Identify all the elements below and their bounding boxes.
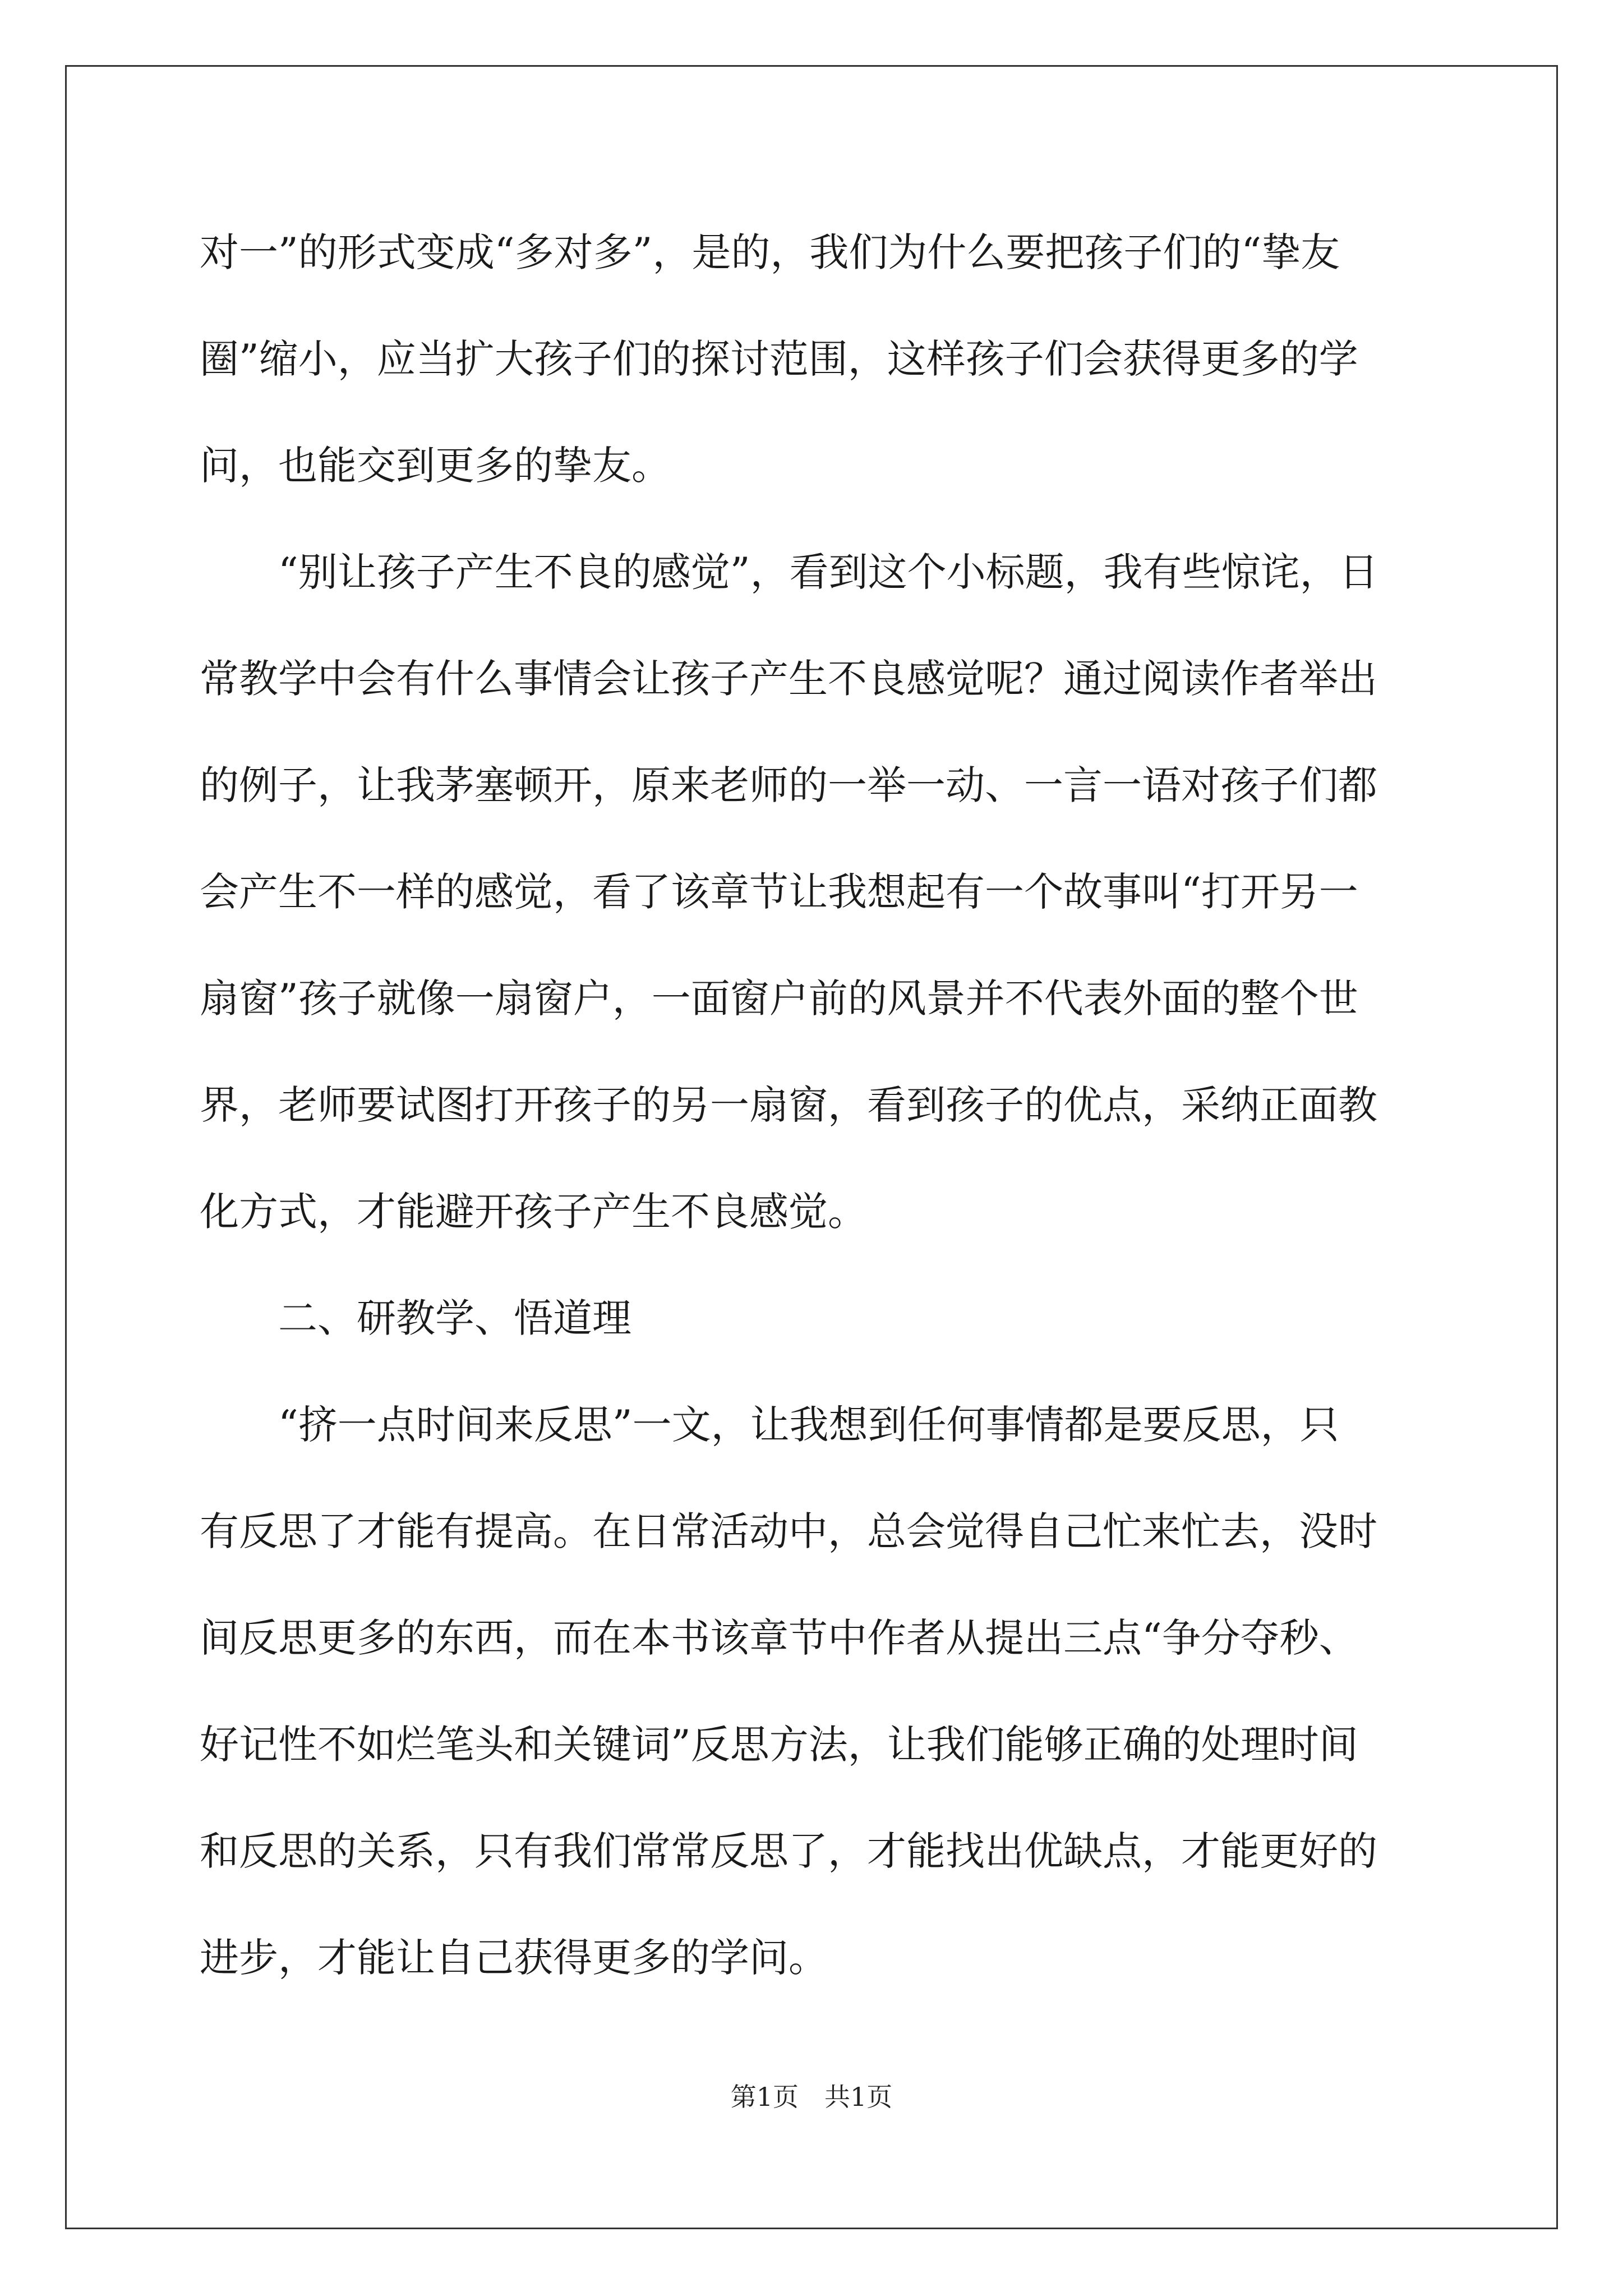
body-text-line: “挤一点时间来反思”一文，让我想到任何事情都是要反思，只	[200, 1402, 1339, 1448]
page-border	[65, 65, 1558, 2229]
body-text-line: 进步，才能让自己获得更多的学问。	[200, 1935, 828, 1981]
body-text-line: 的例子，让我茅塞顿开，原来老师的一举一动、一言一语对孩子们都	[200, 762, 1377, 808]
body-text-line: 圈”缩小，应当扩大孩子们的探讨范围，这样孩子们会获得更多的学	[200, 336, 1358, 382]
section-heading: 二、研教学、悟道理	[200, 1295, 631, 1341]
body-text-line: 好记性不如烂笔头和关键词”反思方法，让我们能够正确的处理时间	[200, 1722, 1358, 1768]
body-text-line: 问，也能交到更多的挚友。	[200, 443, 671, 489]
body-text-line: 化方式，才能避开孩子产生不良感觉。	[200, 1189, 867, 1235]
body-text-line: 界，老师要试图打开孩子的另一扇窗，看到孩子的优点，采纳正面教	[200, 1082, 1377, 1128]
page-footer: 第1页 共1页	[730, 2082, 893, 2112]
body-text-line: 间反思更多的东西，而在本书该章节中作者从提出三点“争分夺秒、	[200, 1615, 1358, 1661]
body-text-line: 和反思的关系，只有我们常常反思了，才能找出优缺点，才能更好的	[200, 1828, 1377, 1874]
body-text-line: 常教学中会有什么事情会让孩子产生不良感觉呢？通过阅读作者举出	[200, 656, 1377, 702]
body-text-line: 扇窗”孩子就像一扇窗户，一面窗户前的风景并不代表外面的整个世	[200, 976, 1358, 1022]
body-text-line: 有反思了才能有提高。在日常活动中，总会觉得自己忙来忙去，没时	[200, 1508, 1377, 1554]
body-text-line: “别让孩子产生不良的感觉”，看到这个小标题，我有些惊诧，日	[200, 549, 1378, 595]
body-text-line: 对一”的形式变成“多对多”，是的，我们为什么要把孩子们的“挚友	[200, 229, 1340, 275]
body-text-line: 会产生不一样的感觉，看了该章节让我想起有一个故事叫“打开另一	[200, 869, 1358, 915]
